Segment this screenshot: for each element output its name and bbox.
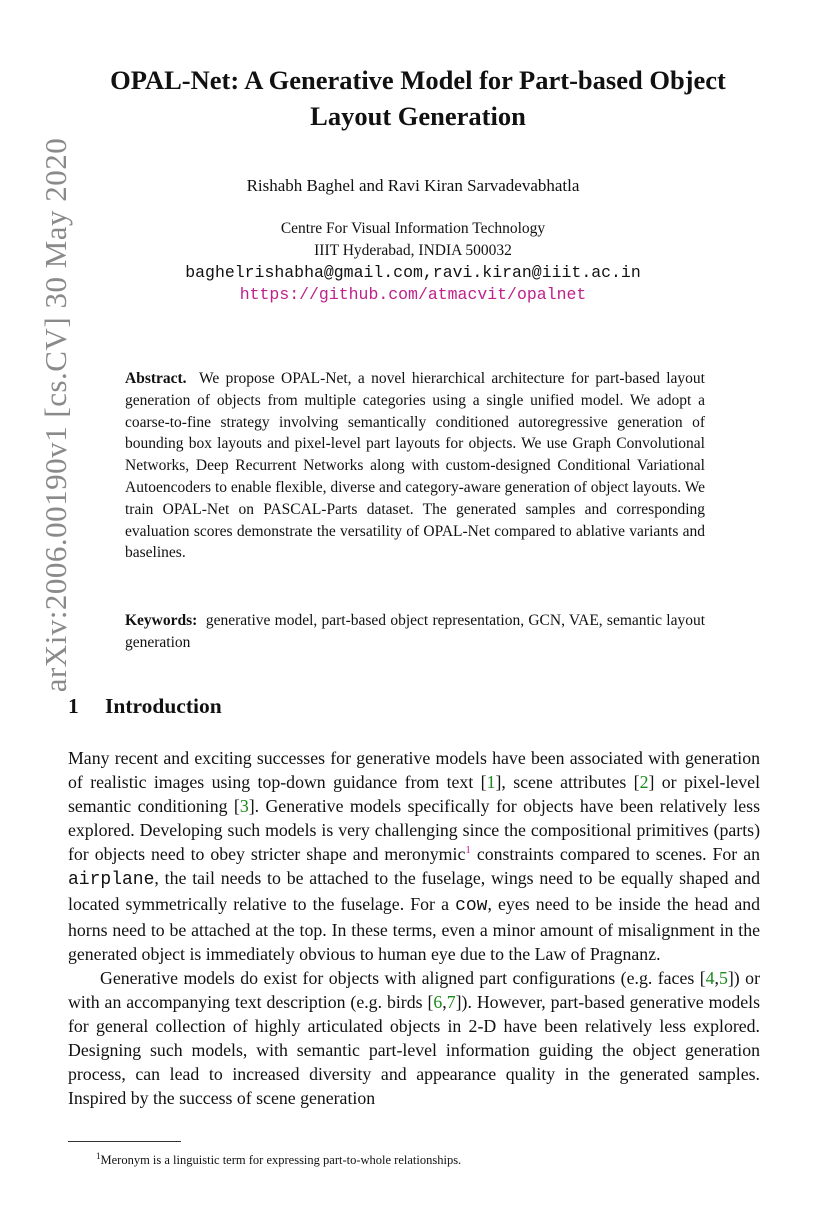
paper-title: OPAL-Net: A Generative Model for Part-based Object Layout Generation <box>110 65 726 131</box>
abstract <box>125 368 705 564</box>
text-run: ] or pixel-level semantic conditioning [ <box>68 772 761 816</box>
keywords-label: Keywords: <box>125 612 198 629</box>
footnote-text: Meronym is a linguistic term for expressing part-to-whole relationships. <box>100 1153 462 1168</box>
citation-link[interactable]: 4 <box>705 968 715 988</box>
paragraph-2 <box>68 966 760 1110</box>
class-name-cow: cow <box>455 896 488 916</box>
text-run: ]). However, part-based generative models for general collection of highly articulated objects in 2-D have been relatively less explored. Designing such models, with semantic part-level information guiding the object generation process, can lead to increased diversity and appearance quality in the generated samples. Inspired by the success of scene generation <box>68 992 760 1108</box>
footnote <box>96 1151 461 1168</box>
footnote-marker[interactable]: 1 <box>465 844 471 857</box>
text-run: , <box>442 992 447 1012</box>
citation-link[interactable]: 6 <box>433 992 443 1012</box>
text-run: Many recent and exciting successes for generative models have been associated with generation of realistic images using top-down guidance from text [ <box>68 748 760 792</box>
abstract-label: Abstract. <box>125 370 187 387</box>
citation-link[interactable]: 2 <box>639 772 649 792</box>
keywords <box>125 610 705 654</box>
arxiv-identifier: arXiv:2006.00190v1 [cs.CV] 30 May 2020 <box>38 137 73 693</box>
section-number: 1 <box>68 694 79 718</box>
text-run: , the tail needs to be attached to the fuselage, wings need to be equally shaped and located symmetrically relative to the fuselage. For a <box>68 868 760 914</box>
citation-link[interactable]: 3 <box>239 796 249 816</box>
text-run: constraints compared to scenes. For an <box>470 844 760 864</box>
keywords-text: generative model, part-based object representation, GCN, VAE, semantic layout generation <box>125 612 706 651</box>
footnote-rule <box>68 1141 181 1142</box>
text-run: ]) or with an accompanying text description (e.g. birds [ <box>68 968 760 1012</box>
text-run: , <box>714 968 719 988</box>
text-run: Generative models do exist for objects with aligned part configurations (e.g. faces [ <box>100 968 706 988</box>
affiliation-block <box>68 218 758 306</box>
text-run: , eyes need to be inside the head and horns need to be attached at the top. In these terms, even a minor amount of misalignment in the generated object is immediately obvious to human eye due to the Law of Pragnanz. <box>68 894 761 964</box>
citation-link[interactable]: 1 <box>486 772 496 792</box>
abstract-text: We propose OPAL-Net, a novel hierarchical architecture for part-based layout generation of objects from multiple categories using a single unified model. We adopt a coarse-to-fine strategy involving semantically conditioned autoregressive generation of bounding box layouts and pixel-level part layouts for objects. We use Graph Convolutional Networks, Deep Recurrent Networks along with custom-designed Conditional Variational Autoencoders to enable flexible, diverse and category-aware generation of object layouts. We train OPAL-Net on PASCAL-Parts dataset. The generated samples and corresponding evaluation scores demonstrate the versatility of OPAL-Net compared to ablative variants and baselines. <box>125 370 705 562</box>
institute-name: Centre For Visual Information Technology <box>280 220 546 237</box>
author-emails: baghelrishabha@gmail.com,ravi.kiran@iiit.ac.in <box>185 263 641 282</box>
citation-link[interactable]: 7 <box>446 992 456 1012</box>
paragraph-1 <box>68 746 760 966</box>
text-run: ]. Generative models specifically for objects have been relatively less explored. Developing such models is very challenging since the compositional primitives (parts) for objects need to obey stricter shape and meronymic <box>68 796 760 864</box>
arxiv-identifier-stamp <box>36 60 76 770</box>
github-link[interactable]: https://github.com/atmacvit/opalnet <box>239 285 587 304</box>
footnote-number: 1 <box>96 1151 101 1161</box>
introduction-body <box>68 746 760 1110</box>
author-list: Rishabh Baghel and Ravi Kiran Sarvadevabhatla <box>246 176 580 195</box>
section-title: Introduction <box>105 694 222 718</box>
institute-location: IIIT Hyderabad, INDIA 500032 <box>314 242 512 259</box>
citation-link[interactable]: 5 <box>718 968 728 988</box>
text-run: ], scene attributes [ <box>495 772 640 792</box>
class-name-airplane: airplane <box>68 870 155 890</box>
section-heading <box>68 694 222 719</box>
